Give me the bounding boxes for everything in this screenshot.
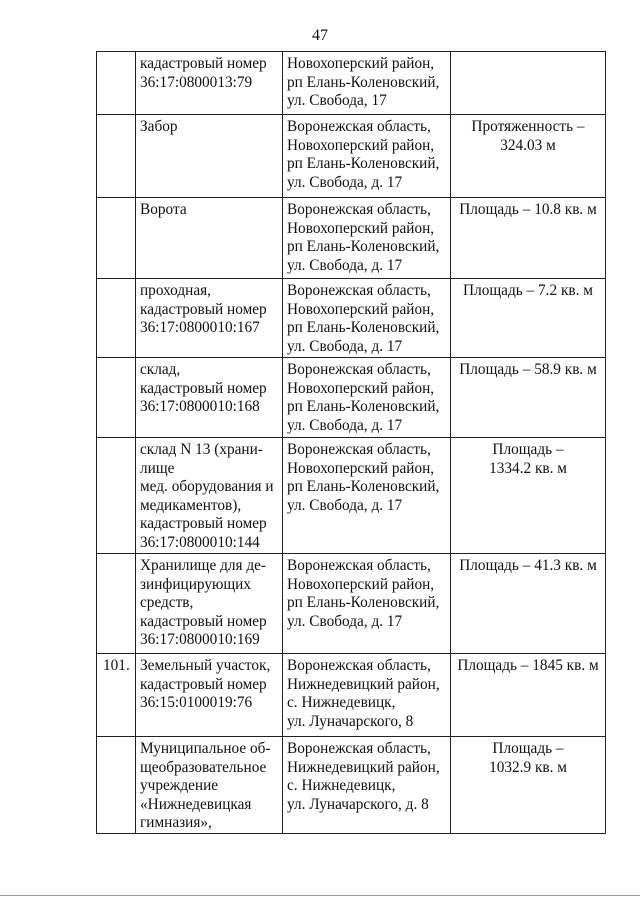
address-cell-line: Новохоперский район, — [287, 300, 435, 318]
row-number-cell — [97, 654, 136, 737]
address-cell-line: ул. Свобода, 17 — [287, 92, 387, 110]
address-cell-line: Новохоперский район, — [287, 575, 435, 593]
address-cell-line: Нижнедевицкий район, — [287, 758, 440, 776]
address-cell — [283, 438, 451, 554]
measurement-cell — [451, 438, 606, 554]
object-name-cell-line: склад N 13 (храни- — [140, 441, 263, 458]
object-name-cell-line: Муниципальное об- — [140, 740, 271, 757]
address-cell-line: ул. Свобода, д. 17 — [287, 416, 403, 434]
object-name-cell-line: 36:17:0800010:169 — [140, 631, 260, 649]
address-cell-line: рп Елань-Коленовский, — [287, 478, 440, 496]
address-cell-line: с. Нижнедевицк, — [287, 694, 396, 712]
table-body — [97, 52, 606, 834]
address-cell — [283, 198, 451, 279]
row-number-cell — [97, 737, 136, 834]
measurement-cell-line: 324.03 м — [500, 136, 556, 154]
row-number-cell — [97, 52, 136, 115]
table-row — [97, 52, 606, 115]
row-number-cell — [97, 554, 136, 654]
object-name-cell-line: кадастровый номер — [140, 55, 267, 72]
address-cell-line: Воронежская область, — [287, 201, 431, 218]
table-row — [97, 115, 606, 198]
address-cell-line: Новохоперский район, — [287, 136, 435, 154]
measurement-cell-line: Площадь – — [492, 740, 564, 757]
row-number-cell — [97, 279, 136, 358]
address-cell-line: Воронежская область, — [287, 740, 431, 757]
address-cell-line: Воронежская область, — [287, 557, 431, 574]
object-name-cell-line: Забор — [140, 118, 178, 135]
object-name-cell-line: медикаментов), — [140, 496, 242, 514]
object-name-cell-line: 36:17:0800010:168 — [140, 398, 260, 416]
object-name-cell-line: проходная, — [140, 282, 211, 299]
address-cell-line: ул. Свобода, д. 17 — [287, 612, 403, 630]
page-bottom-rule — [0, 895, 640, 896]
row-number-cell — [97, 358, 136, 438]
object-name-cell-line: щеобразовательное — [140, 758, 267, 776]
object-name-cell-line: зинфицирующих — [140, 575, 252, 593]
object-name-cell-line: средств, — [140, 594, 194, 612]
measurement-cell — [451, 554, 606, 654]
object-name-cell-line: кадастровый номер — [140, 515, 267, 533]
address-cell-line: рп Елань-Коленовский, — [287, 238, 440, 256]
address-cell-line: Воронежская область, — [287, 118, 431, 135]
measurement-cell — [451, 737, 606, 834]
table-row — [97, 737, 606, 834]
table-row — [97, 554, 606, 654]
measurement-cell — [451, 52, 606, 115]
address-cell-line: Воронежская область, — [287, 282, 431, 299]
object-name-cell — [136, 554, 283, 654]
table-row — [97, 279, 606, 358]
object-name-cell-line: 36:15:0100019:76 — [140, 694, 253, 712]
object-name-cell — [136, 358, 283, 438]
address-cell-line: ул. Свобода, д. 17 — [287, 173, 403, 191]
object-name-cell-line: «Нижнедевицкая — [140, 795, 252, 813]
measurement-cell-line: Площадь – 10.8 кв. м — [459, 201, 597, 218]
object-name-cell — [136, 198, 283, 279]
address-cell-line: Новохоперский район, — [287, 379, 435, 397]
object-name-cell — [136, 279, 283, 358]
table-row — [97, 198, 606, 279]
measurement-cell — [451, 654, 606, 737]
measurement-cell-line: Протяженность – — [471, 118, 585, 135]
address-cell-line: Нижнедевицкий район, — [287, 675, 440, 693]
row-number-cell-text: 101. — [103, 657, 130, 674]
address-cell-line: ул. Свобода, д. 17 — [287, 337, 403, 355]
measurement-cell-line: Площадь – — [492, 441, 564, 458]
property-table — [96, 51, 606, 834]
address-cell-line: рп Елань-Коленовский, — [287, 398, 440, 416]
object-name-cell-line: кадастровый номер — [140, 300, 267, 318]
address-cell-line: Новохоперский район, — [287, 459, 435, 477]
address-cell-line: ул. Луначарского, д. 8 — [287, 795, 429, 813]
measurement-cell — [451, 198, 606, 279]
object-name-cell-line: 36:17:0800010:144 — [140, 533, 260, 551]
table-row — [97, 358, 606, 438]
measurement-cell-line: 1032.9 кв. м — [489, 758, 567, 776]
address-cell-line: ул. Свобода, д. 17 — [287, 256, 403, 274]
address-cell-line: Воронежская область, — [287, 441, 431, 458]
address-cell — [283, 358, 451, 438]
address-cell — [283, 115, 451, 198]
object-name-cell-line: 36:17:0800013:79 — [140, 73, 253, 91]
address-cell-line: ул. Свобода, д. 17 — [287, 496, 403, 514]
address-cell-line: с. Нижнедевицк, — [287, 777, 396, 795]
address-cell-line: рп Елань-Коленовский, — [287, 155, 440, 173]
address-cell — [283, 52, 451, 115]
measurement-cell — [451, 358, 606, 438]
address-cell — [283, 279, 451, 358]
object-name-cell-line: Земельный участок, — [140, 657, 271, 674]
row-number-cell — [97, 438, 136, 554]
object-name-cell — [136, 438, 283, 554]
object-name-cell — [136, 52, 283, 115]
address-cell-line: рп Елань-Коленовский, — [287, 594, 440, 612]
address-cell — [283, 737, 451, 834]
measurement-cell-line: 1334.2 кв. м — [489, 459, 567, 477]
object-name-cell-line: учреждение — [140, 777, 219, 795]
table-row — [97, 654, 606, 737]
measurement-cell-line: Площадь – 41.3 кв. м — [459, 557, 597, 574]
measurement-cell — [451, 279, 606, 358]
measurement-cell-line: Площадь – 7.2 кв. м — [463, 282, 593, 299]
object-name-cell-line: Ворота — [140, 201, 187, 218]
address-cell-line: Новохоперский район, — [287, 219, 435, 237]
object-name-cell-line: склад, — [140, 361, 181, 378]
object-name-cell-line: Хранилище для де- — [140, 557, 267, 574]
object-name-cell-line: кадастровый номер — [140, 675, 267, 693]
object-name-cell-line: кадастровый номер — [140, 379, 267, 397]
row-number-cell — [97, 115, 136, 198]
address-cell — [283, 554, 451, 654]
object-name-cell-line: кадастровый номер — [140, 612, 267, 630]
measurement-cell-line: Площадь – 58.9 кв. м — [459, 361, 597, 378]
address-cell — [283, 654, 451, 737]
address-cell-line: ул. Луначарского, 8 — [287, 712, 414, 730]
object-name-cell — [136, 115, 283, 198]
object-name-cell-line: мед. оборудования и — [140, 478, 274, 496]
measurement-cell — [451, 115, 606, 198]
address-cell-line: Воронежская область, — [287, 361, 431, 378]
row-number-cell — [97, 198, 136, 279]
object-name-cell-line: лище — [140, 459, 175, 477]
address-cell-line: Новохоперский район, — [287, 55, 435, 72]
page-number: 47 — [312, 27, 328, 44]
address-cell-line: рп Елань-Коленовский, — [287, 319, 440, 337]
object-name-cell — [136, 654, 283, 737]
object-name-cell-line: 36:17:0800010:167 — [140, 319, 260, 337]
object-name-cell-line: гимназия», — [140, 814, 212, 832]
table-row — [97, 438, 606, 554]
address-cell-line: Воронежская область, — [287, 657, 431, 674]
address-cell-line: рп Елань-Коленовский, — [287, 73, 440, 91]
object-name-cell — [136, 737, 283, 834]
measurement-cell-line: Площадь – 1845 кв. м — [457, 657, 599, 674]
